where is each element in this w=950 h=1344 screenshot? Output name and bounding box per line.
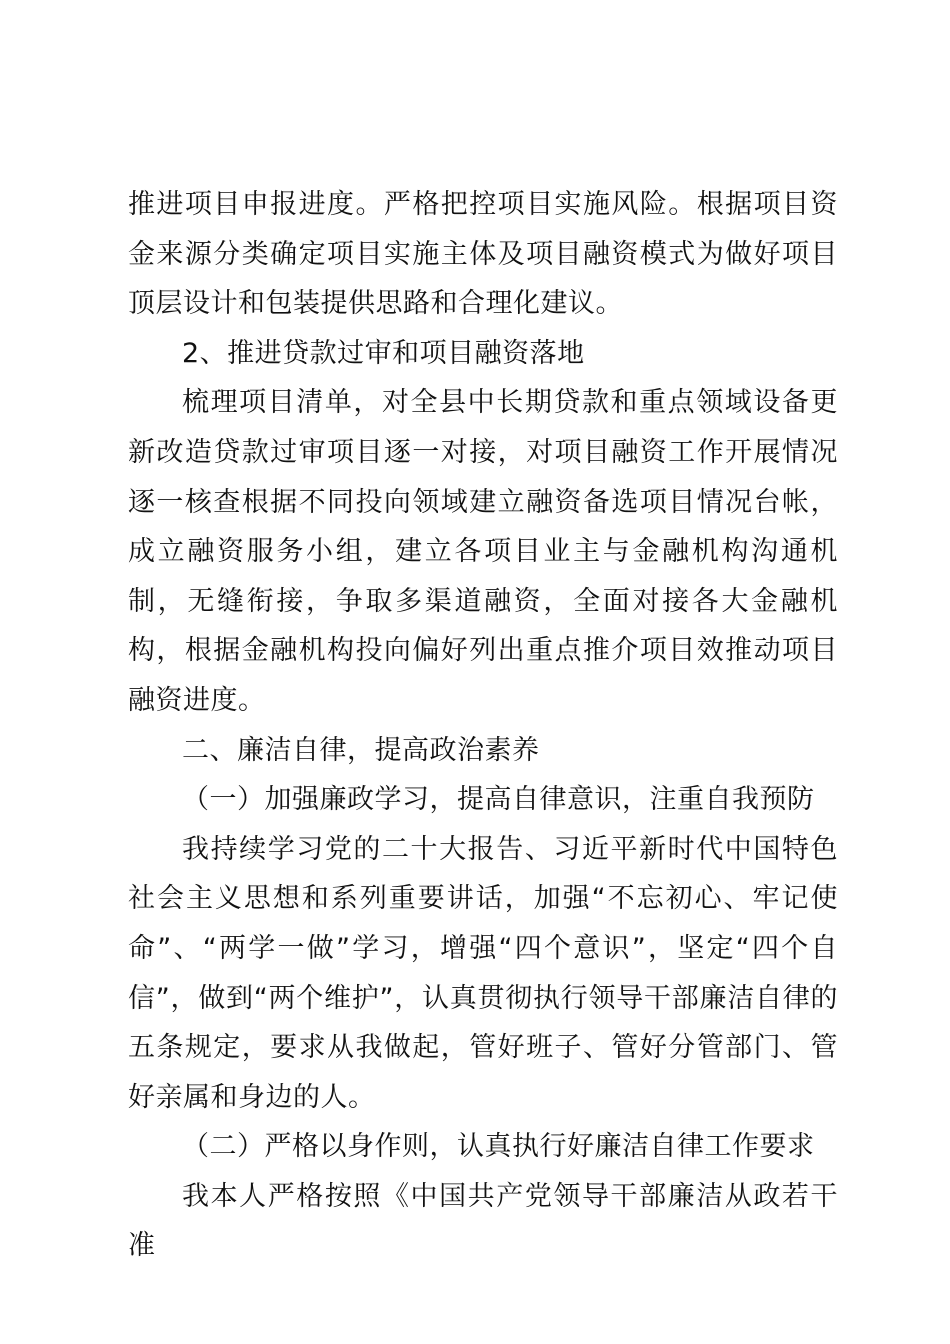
paragraph-project-list: 梳理项目清单，对全县中长期贷款和重点领域设备更新改造贷款过审项目逐一对接，对项目融资工作开展情况逐一核查根据不同投向领域建立融资备选项目情况台帐，成立融资服务小组，建立各项目业主与金融机构沟通机制，无缝衔接，争取多渠道融资，全面对接各大金融机构，根据金融机构投向偏好列出重点推介项目效推动项目融资进度。 [128,387,838,716]
subsection-heading-study: （一）加强廉政学习，提高自律意识，注重自我预防 [182,784,815,816]
paragraph-continuation: 推进项目申报进度。严格把控项目实施风险。根据项目资金来源分类确定项目实施主体及项目融资模式为做好项目顶层设计和包装提供思路和合理化建议。 [128,189,838,320]
section-heading-loan-approval: 2、推进贷款过审和项目融资落地 [182,337,585,369]
paragraph-rules: 我本人严格按照《中国共产党领导干部廉洁从政若干准 [128,1180,838,1262]
paragraph-study: 我持续学习党的二十大报告、习近平新时代中国特色社会主义思想和系列重要讲话，加强“不忘初心、牢记使命”、“两学一做”学习，增强“四个意识”，坚定“四个自信”，做到“两个维护”，认真贯彻执行领导干部廉洁自律的五条规定，要求从我做起，管好班子、管好分管部门、管好亲属和身边的人。 [128,833,838,1113]
subsection-heading-example: （二）严格以身作则，认真执行好廉洁自律工作要求 [182,1131,815,1163]
document-body [128,180,838,1271]
section-heading-integrity: 二、廉洁自律，提高政治素养 [182,734,540,766]
